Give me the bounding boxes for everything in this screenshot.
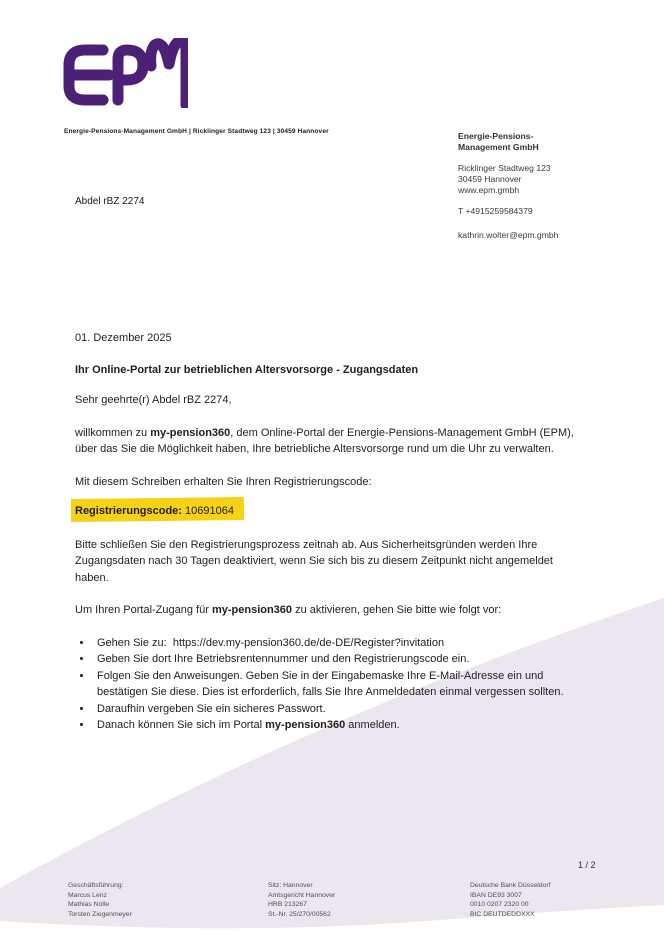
page-indicator: 1 / 2 xyxy=(578,860,596,870)
code-intro-paragraph: Mit diesem Schreiben erhalten Sie Ihren Registrierungscode: xyxy=(75,475,372,488)
registration-code-highlight xyxy=(75,503,234,520)
contact-company-name: Energie-Pensions- Management GmbH xyxy=(458,131,539,152)
contact-street: Ricklinger Stadtweg 123 xyxy=(458,163,551,173)
registration-steps-list xyxy=(75,635,580,734)
footer-manager-name: Mathias Nolle xyxy=(68,901,110,909)
letter-body xyxy=(75,330,580,734)
contact-email: kathrin.wolter@epm.gmbh xyxy=(458,230,559,240)
registration-url: https://dev.my-pension360.de/de-DE/Register?invitation xyxy=(172,636,445,649)
contact-phone: T +4915259584379 xyxy=(458,206,533,216)
footer-registry: Sitz: Hannover Amtsgericht Hannover HRB 213267 St.-Nr. 25/270/00562 xyxy=(268,882,336,918)
contact-website: www.epm.gmbh xyxy=(458,185,520,195)
contact-panel xyxy=(458,131,628,241)
contact-city: 30459 Hannover xyxy=(458,174,522,184)
registration-code-value: 10691064 xyxy=(185,505,234,517)
registration-code-line xyxy=(75,503,580,520)
brand-name: my-pension360 xyxy=(265,719,346,731)
activation-paragraph: Um Ihren Portal-Zugang für my-pension360 zu aktivieren, gehen Sie bitte wie folgt vor: xyxy=(75,604,502,616)
letter-date: 01. Dezember 2025 xyxy=(75,332,172,344)
deadline-paragraph: Bitte schließen Sie den Registrierungsprozess zeitnah ab. Aus Sicherheitsgründen werden Ihre Zugangsdaten nach 30 Tagen deaktiviert, wenn Sie sich bis zu diesem Zeitpunkt nicht angemeldet haben. xyxy=(75,538,553,584)
step-item-4: • Daraufhin vergeben Sie ein sicheres Passwort. xyxy=(93,701,567,718)
brand-name: my-pension360 xyxy=(211,604,293,616)
registration-code-label: Registrierungscode: xyxy=(75,505,182,517)
footer-management-title: Geschäftsführung: xyxy=(68,882,124,889)
footer-manager-name: Marcus Lenz xyxy=(68,891,107,899)
recipient-name: Abdel rBZ 2274 xyxy=(75,196,145,207)
footer-bank-details: Deutsche Bank Düsseldorf IBAN DE93 3007 0010 0207 2320 00 BIC DEUTDEDDXXX xyxy=(470,882,551,918)
step-item-5: • Danach können Sie sich im Portal my-pension360 anmelden. xyxy=(93,717,567,734)
footer-manager-name: Torsten Ziegenmeyer xyxy=(68,910,132,918)
welcome-paragraph: willkommen zu my-pension360, dem Online-Portal der Energie-Pensions-Management GmbH (EPM), über das Sie die Möglichkeit haben, Ihre betriebliche Altersvorsorge rund um die Uhr zu verwalten. xyxy=(75,426,574,455)
step-item-3: • Folgen Sie den Anweisungen. Geben Sie in der Eingabemaske Ihre E-Mail-Adresse ein und bestätigen Sie diese. Dies ist erforderlich, falls Sie Ihre Anmeldedaten einmal vergessen sollten. xyxy=(93,668,567,701)
step-item-2: • Geben Sie dort Ihre Betriebsrentennummer und den Registrierungscode ein. xyxy=(93,651,567,668)
sender-return-address: Energie-Pensions-Management GmbH | Ricklinger Stadtweg 123 | 30459 Hannover xyxy=(64,128,329,135)
epm-logo xyxy=(62,38,188,113)
epm-logo-icon xyxy=(62,38,188,108)
salutation: Sehr geehrte(r) Abdel rBZ 2274, xyxy=(75,394,232,406)
contact-address xyxy=(458,163,628,196)
step-item-1: • Gehen Sie zu: https://dev.my-pension360.de/de-DE/Register?invitation xyxy=(93,635,567,652)
subject-line: Ihr Online-Portal zur betrieblichen Altersvorsorge - Zugangsdaten xyxy=(75,363,419,376)
footer-management xyxy=(68,881,132,919)
brand-name: my-pension360 xyxy=(150,426,231,439)
